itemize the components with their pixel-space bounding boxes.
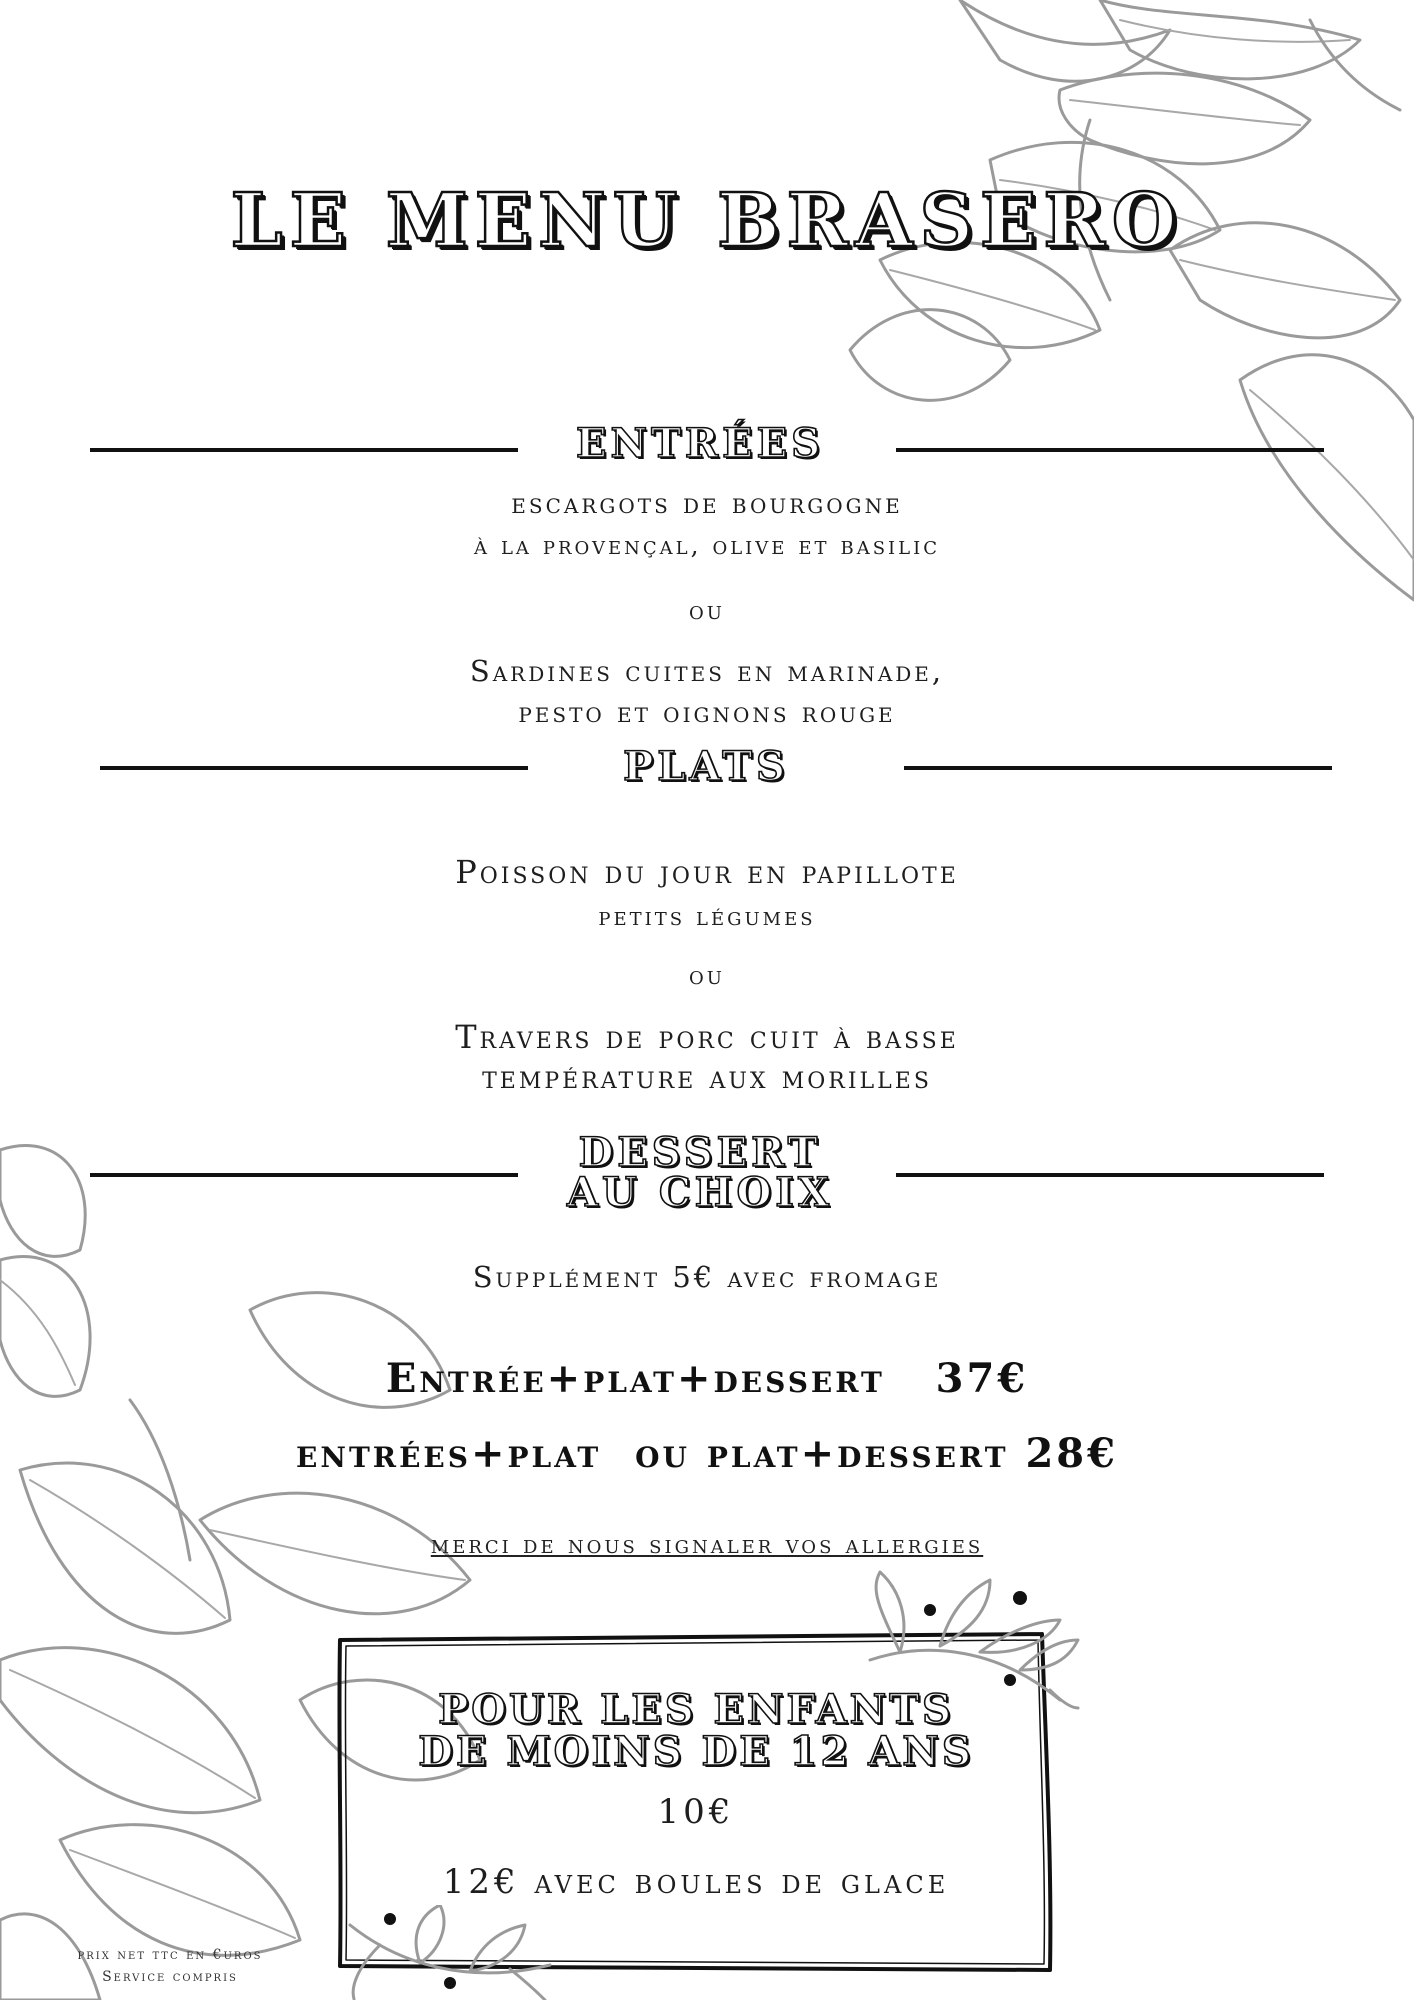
kids-heading-line-1: POUR LES ENFANTS [438,1686,954,1733]
formula-full-price: Entrée+plat+dessert 37€ [385,1355,1029,1402]
section-heading-dessert-line-1: DESSERT [578,1129,822,1176]
kids-price: 10€ [657,1792,735,1832]
section-heading-entrees: ENTRÉES [576,420,824,467]
divider-left-dessert [90,1173,518,1177]
plat-option-2-line-2: température aux morilles [482,1058,932,1096]
footnote-prices: prix net ttc en €uros [77,1947,263,1963]
divider-right-plats [904,766,1332,770]
allergy-note: merci de nous signaler vos allergies [430,1530,984,1560]
footnote-service: Service compris [102,1969,238,1985]
section-heading-dessert-line-2: AU CHOIX [566,1169,834,1216]
entree-option-1-line-2: à la provençal, olive et basilic [474,531,940,560]
formula-half-price: entrées+plat ou plat+dessert 28€ [296,1430,1118,1477]
divider-right-entrees [896,448,1324,452]
entree-option-1-line-1: escargots de bourgogne [511,486,903,520]
menu-title: LE MENU BRASERO [230,178,1184,264]
plat-option-1-line-2: petits légumes [598,902,816,931]
entree-option-2-line-1: Sardines cuites en marinade, [469,654,945,688]
divider-left-entrees [90,448,518,452]
section-heading-plats: PLATS [623,743,789,790]
leaf-illustration-top-right [840,0,1414,620]
divider-right-dessert [896,1173,1324,1177]
dessert-supplement: Supplément 5€ avec fromage [472,1260,942,1294]
kids-heading-line-2: DE MOINS DE 12 ANS [418,1728,974,1775]
entree-option-2-line-2: pesto et oignons rouge [518,695,896,729]
plat-or: ou [689,961,725,990]
kids-price-with-ice-cream: 12€ avec boules de glace [442,1862,950,1902]
entree-or: ou [689,596,725,625]
divider-left-plats [100,766,528,770]
plat-option-1-line-1: Poisson du jour en papillote [455,853,959,891]
plat-option-2-line-1: Travers de porc cuit à basse [455,1018,959,1056]
